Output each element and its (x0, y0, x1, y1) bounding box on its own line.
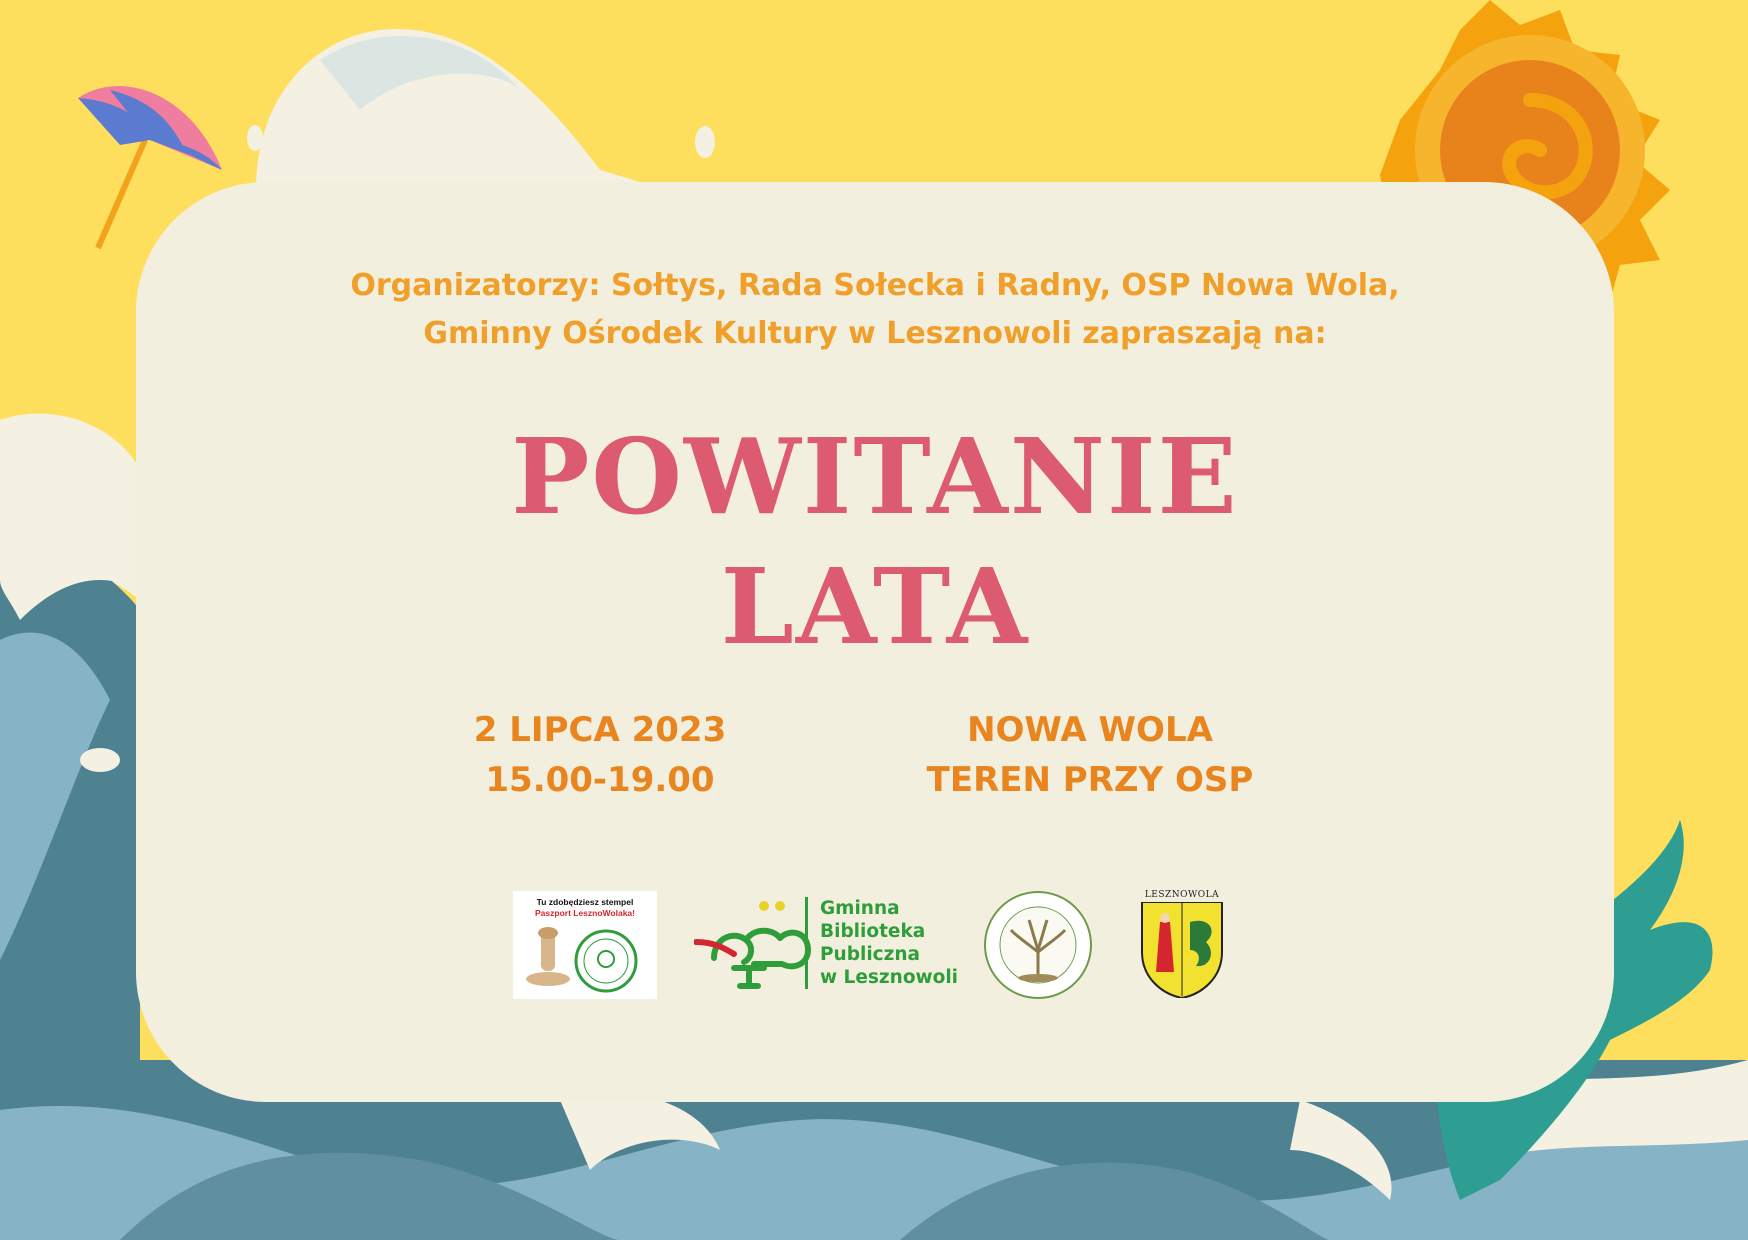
stamp-caption-1: Tu zdobędziesz stempel (536, 897, 634, 907)
library-logo-divider (805, 897, 808, 989)
passport-stamp-logo (513, 891, 657, 999)
library-logo-icon (694, 898, 814, 990)
event-title-line-2: LATA (720, 545, 1030, 668)
organizers-line-1: Organizatorzy: Sołtys, Rada Sołecka i Radny, OSP Nowa Wola, (350, 268, 1400, 303)
event-time: 15.00-19.00 (485, 760, 715, 800)
stamp-caption-2: Paszport LesznoWolaka! (535, 908, 635, 918)
event-date: 2 LIPCA 2023 (473, 710, 727, 750)
lesznowola-crest-icon (1140, 902, 1224, 998)
culture-centre-logo-icon (983, 890, 1093, 1000)
event-venue: TEREN PRZY OSP (926, 760, 1254, 800)
library-name-line-3: Publiczna (820, 944, 921, 965)
organizers-line-2: Gminny Ośrodek Kultury w Lesznowoli zapraszają na: (423, 316, 1327, 351)
event-place: NOWA WOLA (967, 710, 1213, 750)
library-logo-text (820, 897, 970, 989)
stamp-icon (513, 891, 657, 999)
library-name-line-2: Biblioteka (820, 921, 926, 942)
crest-label: LESZNOWOLA (1144, 890, 1220, 900)
library-name-line-1: Gminna (820, 898, 900, 919)
event-title-line-1: POWITANIE (511, 415, 1239, 538)
library-name-line-4: w Lesznowoli (820, 967, 959, 988)
